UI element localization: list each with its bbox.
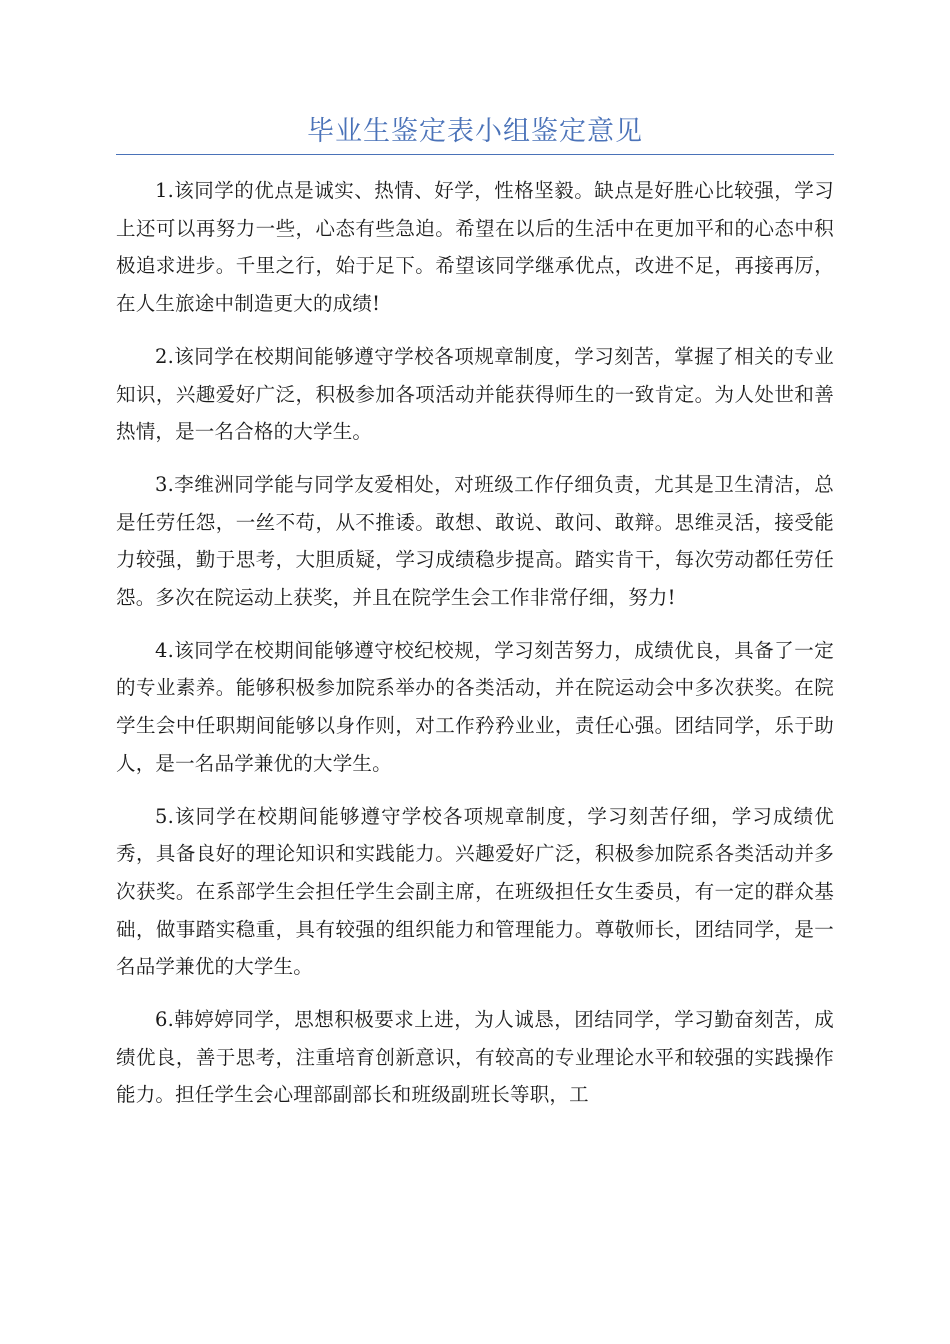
title-underline bbox=[116, 154, 834, 155]
paragraph-4: 4.该同学在校期间能够遵守校纪校规，学习刻苦努力，成绩优良，具备了一定的专业素养。能够积极参加院系举办的各类活动，并在院运动会中多次获奖。在院学生会中任职期间能够以身作则，对工作矜矜业业，责任心强。团结同学，乐于助人，是一名品学兼优的大学生。 bbox=[116, 638, 834, 775]
paragraph-2: 2.该同学在校期间能够遵守学校各项规章制度，学习刻苦，掌握了相关的专业知识，兴趣爱好广泛，积极参加各项活动并能获得师生的一致肯定。为人处世和善热情，是一名合格的大学生。 bbox=[116, 344, 834, 444]
paragraph-5: 5.该同学在校期间能够遵守学校各项规章制度，学习刻苦仔细，学习成绩优秀，具备良好的理论知识和实践能力。兴趣爱好广泛，积极参加院系各类活动并多次获奖。在系部学生会担任学生会副主席，在班级担任女生委员，有一定的群众基础，做事踏实稳重，具有较强的组织能力和管理能力。尊敬师长，团结同学，是一名品学兼优的大学生。 bbox=[116, 804, 834, 979]
paragraph-6: 6.韩婷婷同学，思想积极要求上进，为人诚恳，团结同学，学习勤奋刻苦，成绩优良，善于思考，注重培育创新意识，有较高的专业理论水平和较强的实践操作能力。担任学生会心理部副部长和班级副班长等职，工 bbox=[116, 1008, 834, 1107]
paragraph-3: 3.李维洲同学能与同学友爱相处，对班级工作仔细负责，尤其是卫生清洁，总是任劳任怨，一丝不苟，从不推诿。敢想、敢说、敢问、敢辩。思维灵活，接受能力较强，勤于思考，大胆质疑，学习成绩稳步提高。踏实肯干，每次劳动都任劳任怨。多次在院运动上获奖，并且在院学生会工作非常仔细，努力! bbox=[116, 472, 834, 610]
paragraph-1: 1.该同学的优点是诚实、热情、好学，性格坚毅。缺点是好胜心比较强，学习上还可以再努力一些，心态有些急迫。希望在以后的生活中在更加平和的心态中积极追求进步。千里之行，始于足下。希望该同学继承优点，改进不足，再接再厉，在人生旅途中制造更大的成绩! bbox=[116, 179, 834, 316]
page-title: 毕业生鉴定表小组鉴定意见 bbox=[307, 116, 643, 147]
document-body bbox=[116, 172, 834, 1129]
